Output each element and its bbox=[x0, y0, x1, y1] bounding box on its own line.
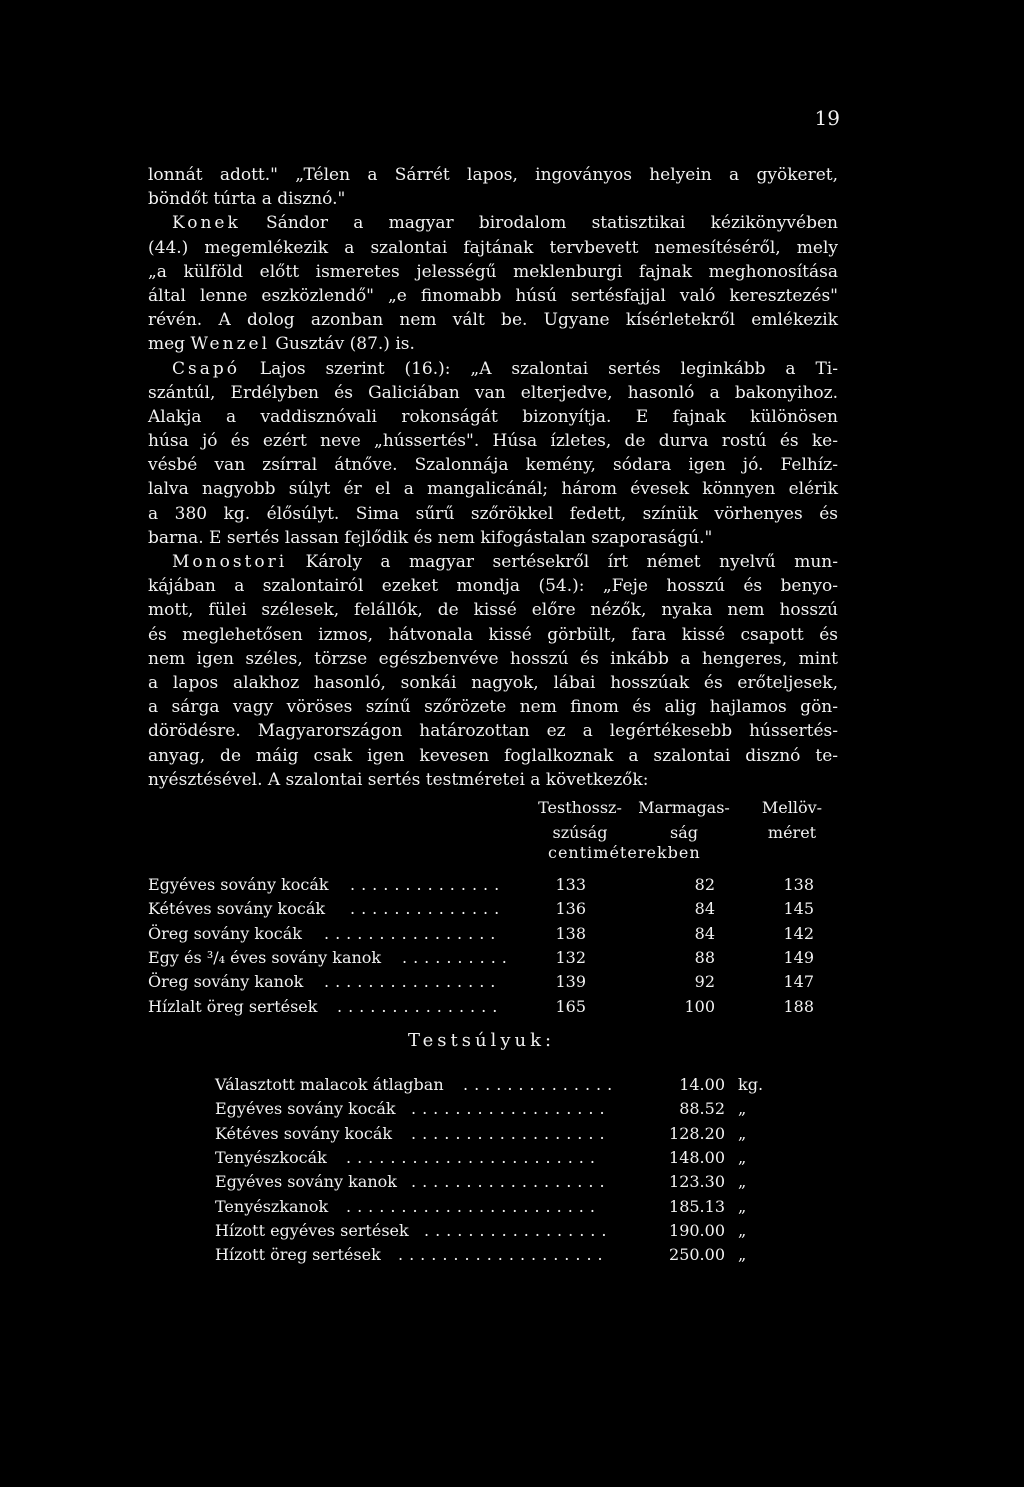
text-line: a lapos alakhoz hasonló, sonkái nagyok, lábai hosszúak és erőteljesek, bbox=[148, 672, 838, 693]
table-cell: 92 bbox=[694, 972, 715, 992]
row-label: Tenyészkanok bbox=[215, 1196, 329, 1216]
row-label: Egy és ³/₄ éves sovány kanok bbox=[148, 947, 382, 967]
weight-value: 14.00 bbox=[679, 1075, 725, 1094]
weight-row bbox=[215, 1146, 775, 1170]
row-label: Kétéves sovány kocák bbox=[215, 1123, 393, 1143]
row-label: Kétéves sovány kocák bbox=[148, 899, 326, 919]
table-row bbox=[148, 970, 838, 994]
dot-leader: .................. bbox=[411, 1099, 611, 1119]
dot-leader: ................. bbox=[424, 1220, 613, 1240]
dot-leader: .............. bbox=[350, 875, 506, 894]
text-line: Monostori Károly a magyar sertésekről írt német nyelvű mun- bbox=[172, 552, 838, 572]
table-cell: 147 bbox=[783, 972, 814, 992]
dot-leader: ....................... bbox=[346, 1196, 601, 1216]
column-header: Marmagas- ság bbox=[638, 798, 730, 842]
text-line: dörödésre. Magyarországon határozottan ez a legértékesebb hússertés- bbox=[148, 721, 838, 742]
text-line: révén. A dolog azonban nem vált be. Ugyane kísérletekről emlékezik bbox=[148, 310, 838, 331]
weight-value: 148.00 bbox=[669, 1147, 725, 1167]
text-line: mott, fülei szélesek, felállók, de kissé előre nézők, nyaka nem hosszú bbox=[148, 600, 838, 621]
text-line: „a külföld előtt ismeretes jelességű meklenburgi fajnak meghonosítása bbox=[148, 261, 838, 282]
weight-row bbox=[215, 1243, 775, 1267]
text-line: böndőt túrta a disznó." bbox=[148, 189, 346, 210]
row-label: Hízott egyéves sertések bbox=[215, 1220, 409, 1240]
weight-row bbox=[215, 1097, 775, 1121]
text-line: húsa jó és ezért neve „hússertés". Húsa ízletes, de durva rostú és ke- bbox=[148, 431, 838, 452]
dot-leader: ................ bbox=[324, 972, 502, 992]
row-label: Hízott öreg sertések bbox=[215, 1245, 381, 1265]
row-label: Egyéves sovány kocák bbox=[148, 875, 329, 894]
text-line: lalva nagyobb súlyt ér el a mangalicánál; három évesek könnyen elérik bbox=[148, 479, 838, 500]
table-cell: 138 bbox=[555, 923, 586, 943]
text-line: Alakja a vaddisznóvali rokonságát bizonyítja. E fajnak különösen bbox=[148, 406, 838, 427]
table-cell: 142 bbox=[783, 923, 814, 943]
text-line: a 380 kg. élősúlyt. Sima sűrű szőrökkel fedett, színük vörhenyes és bbox=[148, 503, 838, 524]
row-label: Választott malacok átlagban bbox=[215, 1075, 444, 1094]
weight-value: 88.52 bbox=[679, 1099, 725, 1119]
weight-value: 190.00 bbox=[669, 1220, 725, 1240]
weight-row bbox=[215, 1073, 775, 1097]
table-row bbox=[148, 995, 838, 1019]
text-line: vésbé van zsírral átnőve. Szalonnája kemény, sódara igen jó. Felhíz- bbox=[148, 455, 838, 476]
weight-value: 250.00 bbox=[669, 1245, 725, 1265]
table-cell: 88 bbox=[694, 947, 715, 967]
weight-unit: „ bbox=[738, 1172, 747, 1192]
table-cell: 188 bbox=[783, 996, 814, 1016]
dot-leader: ................ bbox=[324, 923, 502, 943]
column-header: Testhossz- szúság bbox=[538, 798, 622, 842]
dot-leader: ....................... bbox=[346, 1147, 601, 1167]
table-row bbox=[148, 873, 838, 897]
dot-leader: ................... bbox=[398, 1245, 609, 1265]
text-line: (44.) megemlékezik a szalontai fajtának tervbevett nemesítéséről, mely bbox=[148, 237, 838, 258]
dot-leader: ............... bbox=[337, 996, 504, 1016]
weight-row bbox=[215, 1219, 775, 1243]
weight-value: 185.13 bbox=[669, 1196, 725, 1216]
weight-unit: „ bbox=[738, 1220, 747, 1240]
weight-table-title: Testsúlyuk: bbox=[408, 1030, 556, 1051]
weight-unit: kg. bbox=[738, 1075, 764, 1094]
table-cell: 145 bbox=[783, 899, 814, 919]
table-cell: 84 bbox=[694, 923, 715, 943]
dot-leader: .......... bbox=[402, 947, 513, 967]
table-cell: 100 bbox=[684, 996, 715, 1016]
table-cell: 138 bbox=[783, 875, 814, 894]
text-line: lonnát adott." „Télen a Sárrét lapos, ingoványos helyein a gyökeret, bbox=[148, 165, 838, 185]
table-cell: 82 bbox=[694, 875, 715, 894]
dot-leader: .............. bbox=[350, 899, 506, 919]
dot-leader: .................. bbox=[411, 1123, 611, 1143]
row-label: Egyéves sovány kanok bbox=[215, 1172, 397, 1192]
text-line: Konek Sándor a magyar birodalom statisztikai kézikönyvében bbox=[172, 213, 838, 234]
table-cell: 149 bbox=[783, 947, 814, 967]
weight-row bbox=[215, 1170, 775, 1194]
column-header: Mellöv- méret bbox=[761, 798, 823, 842]
table-cell: 84 bbox=[694, 899, 715, 919]
row-label: Öreg sovány kanok bbox=[148, 972, 304, 992]
row-label: Öreg sovány kocák bbox=[148, 923, 302, 943]
table-cell: 139 bbox=[555, 972, 586, 992]
text-line: nyésztésével. A szalontai sertés testméretei a következők: bbox=[148, 769, 649, 790]
body-text bbox=[148, 163, 838, 792]
weight-row bbox=[215, 1195, 775, 1219]
text-line: barna. E sertés lassan fejlődik és nem kifogástalan szaporaságú." bbox=[148, 527, 713, 548]
text-line: kájában a szalontairól ezeket mondja (54.): „Feje hosszú és benyo- bbox=[148, 576, 838, 597]
dot-leader: .................. bbox=[411, 1172, 611, 1192]
text-line: meg Wenzel Gusztáv (87.) is. bbox=[148, 334, 415, 355]
weight-unit: „ bbox=[738, 1196, 747, 1216]
table-cell: 132 bbox=[555, 947, 586, 967]
weight-unit: „ bbox=[738, 1123, 747, 1143]
weight-value: 128.20 bbox=[669, 1123, 725, 1143]
table-row bbox=[148, 946, 838, 970]
table-cell: 136 bbox=[555, 899, 586, 919]
table-cell: 133 bbox=[555, 875, 586, 894]
text-line: és meglehetősen izmos, hátvonala kissé görbült, fara kissé csapott és bbox=[148, 624, 838, 645]
row-label: Egyéves sovány kocák bbox=[215, 1099, 396, 1119]
text-line: szántúl, Erdélyben és Galiciában van elterjedve, hasonló a bakonyihoz. bbox=[148, 382, 838, 403]
unit-note: centiméterekben bbox=[548, 843, 701, 862]
text-line: a sárga vagy vöröses színű szőrözete nem finom és alig hajlamos gön- bbox=[148, 697, 838, 718]
weight-unit: „ bbox=[738, 1245, 747, 1265]
text-line: anyag, de máig csak igen kevesen foglalkoznak a szalontai disznó te- bbox=[148, 745, 838, 766]
row-label: Hízlalt öreg sertések bbox=[148, 996, 318, 1016]
weight-row bbox=[215, 1122, 775, 1146]
weight-unit: „ bbox=[738, 1099, 747, 1119]
dot-leader: .............. bbox=[463, 1075, 619, 1094]
table-row bbox=[148, 922, 838, 946]
table-cell: 165 bbox=[555, 996, 586, 1016]
table-row bbox=[148, 897, 838, 921]
page-number: 19 bbox=[814, 106, 840, 130]
text-line: által lenne eszközlendő" „e finomabb húsú sertésfajjal való keresztezés" bbox=[148, 285, 838, 306]
text-line: nem igen széles, törzse egészbenvéve hosszú és inkább a hengeres, mint bbox=[148, 648, 838, 669]
weight-value: 123.30 bbox=[669, 1172, 725, 1192]
text-line: Csapó Lajos szerint (16.): „A szalontai sertés leginkább a Ti- bbox=[172, 358, 838, 379]
weight-unit: „ bbox=[738, 1147, 747, 1167]
row-label: Tenyészkocák bbox=[215, 1147, 327, 1167]
